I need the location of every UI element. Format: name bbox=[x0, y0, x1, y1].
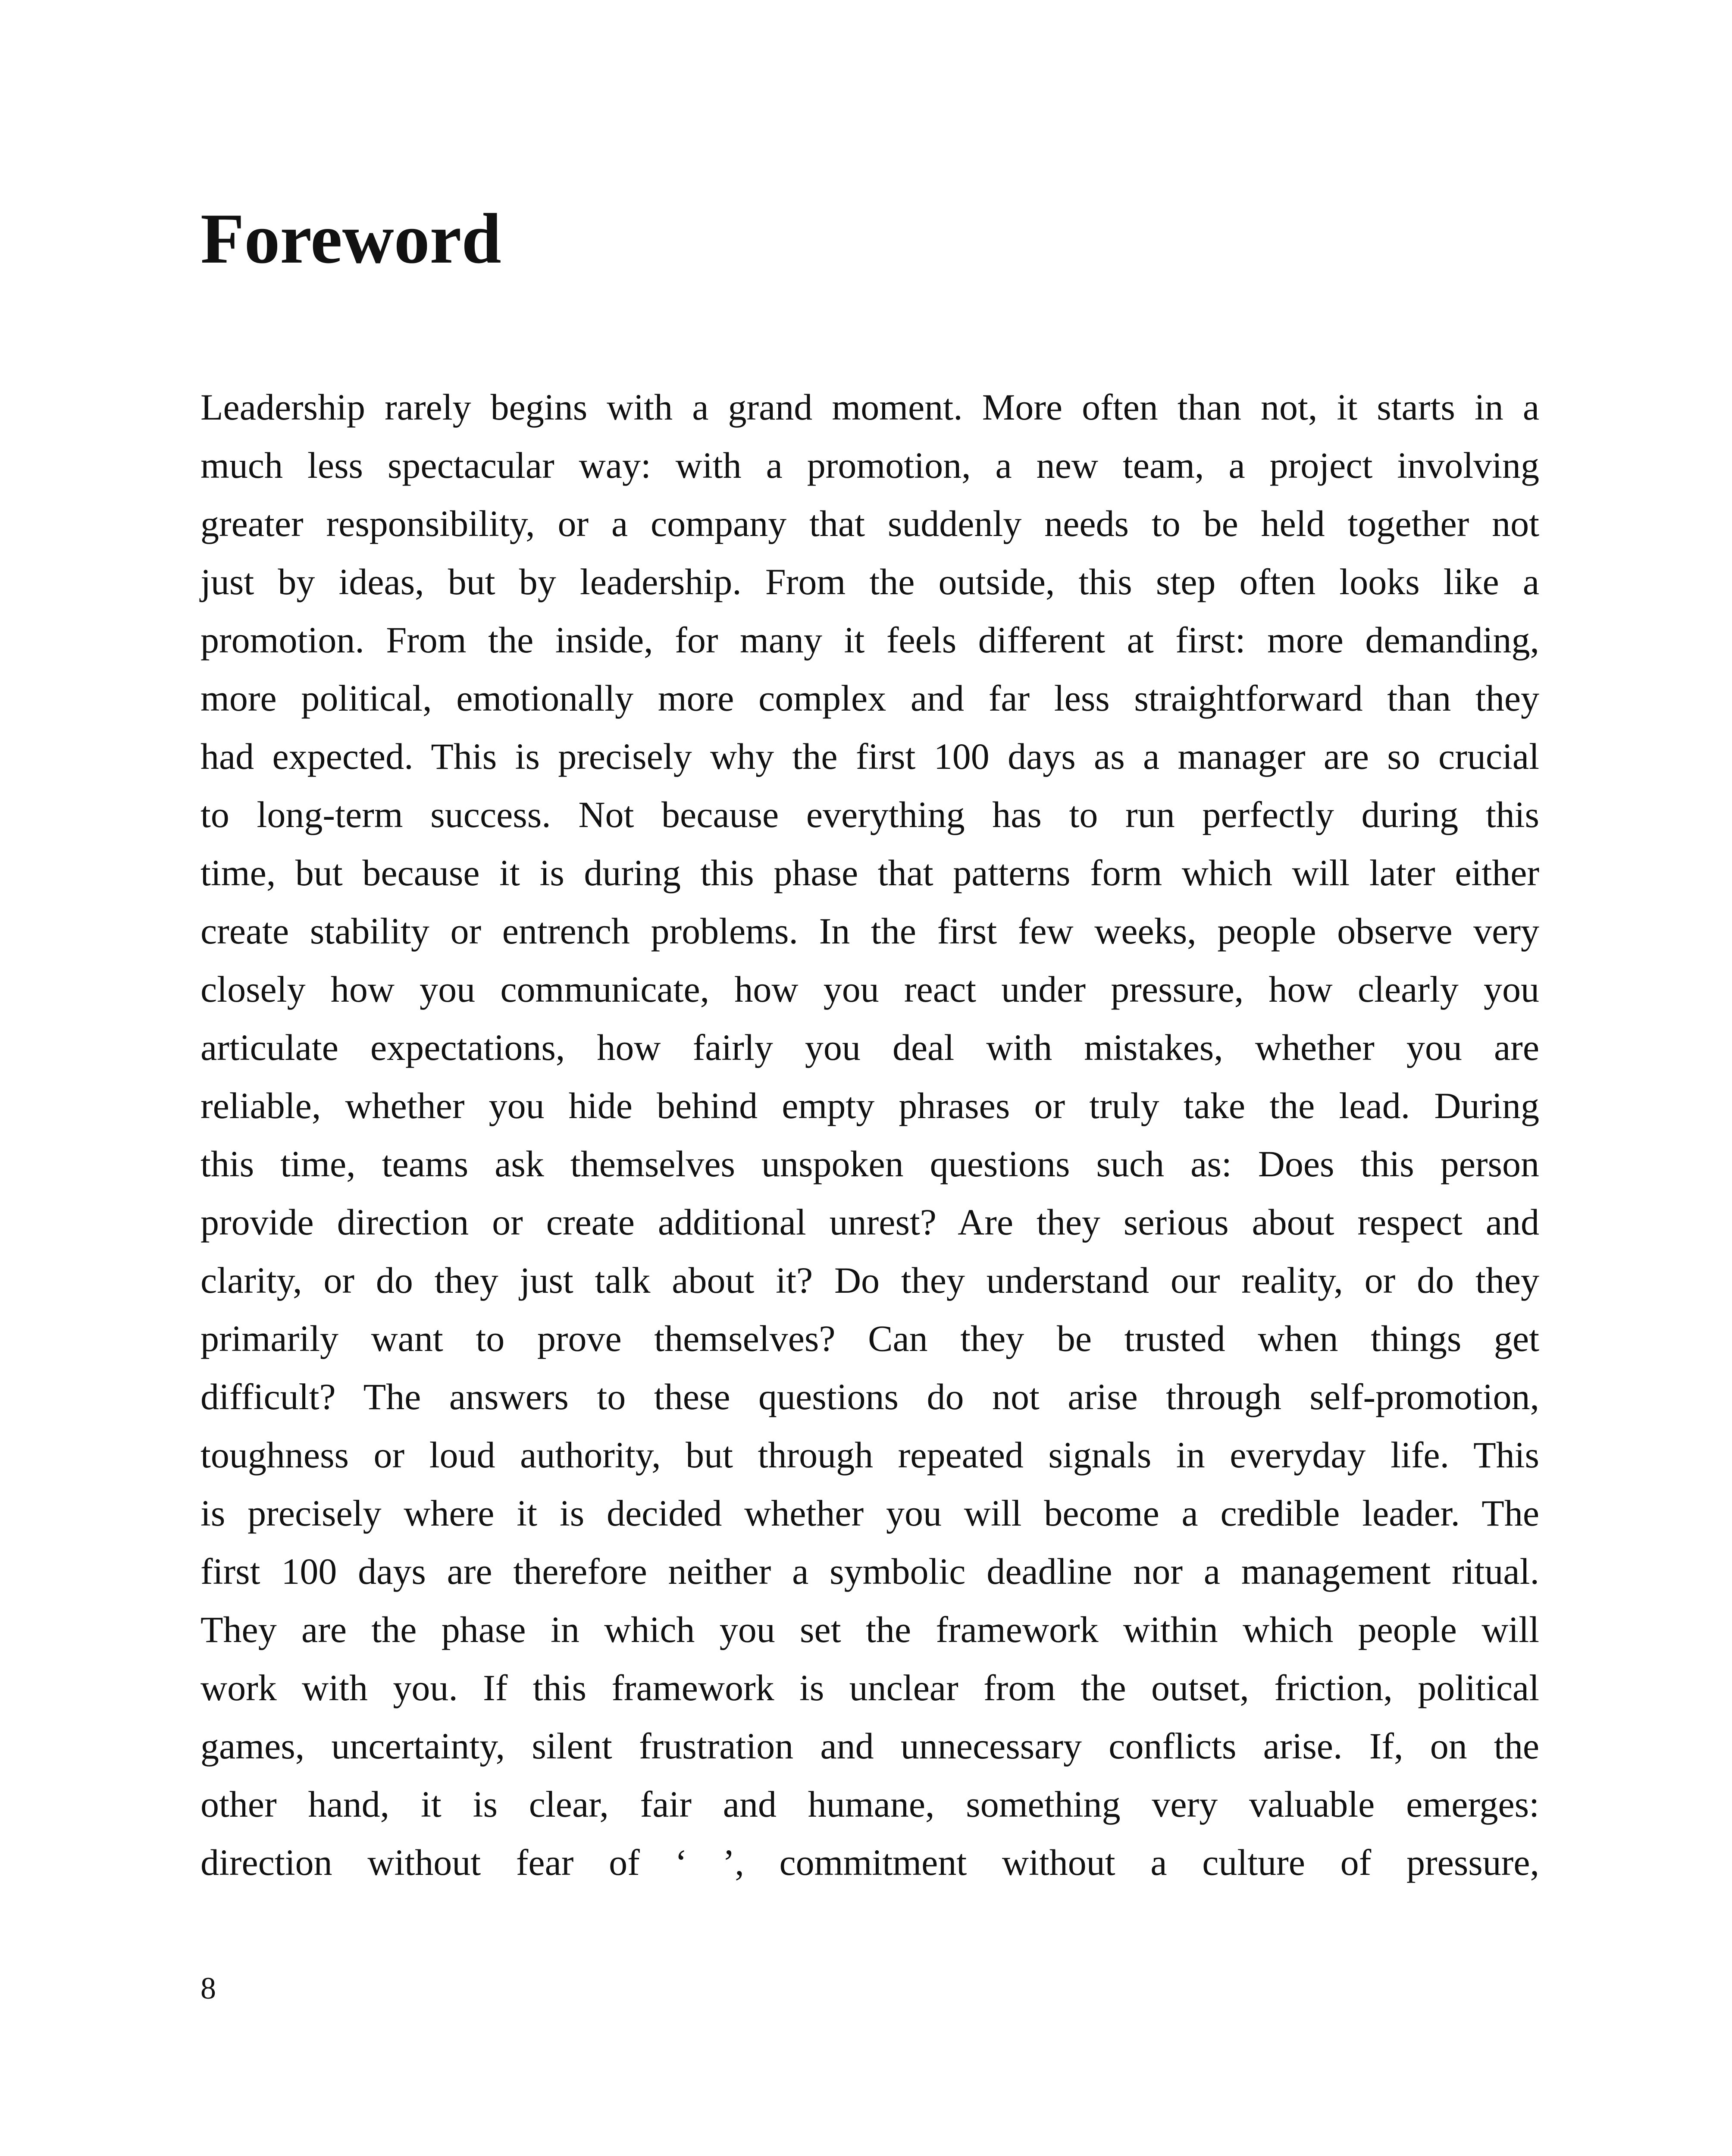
text-line: clarity, or do they just talk about it? Do they understand our reality, or do they bbox=[200, 1260, 1539, 1301]
text-line: other hand, it is clear, fair and humane, something very valuable emerges: bbox=[200, 1783, 1539, 1825]
text-line: closely how you communicate, how you react under pressure, how clearly you bbox=[200, 968, 1539, 1010]
text-line: greater responsibility, or a company that suddenly needs to be held together not bbox=[200, 503, 1539, 544]
text-line: work with you. If this framework is unclear from the outset, friction, political bbox=[200, 1667, 1539, 1708]
text-line: is precisely where it is decided whether you will become a credible leader. The bbox=[200, 1492, 1539, 1534]
text-line: promotion. From the inside, for many it feels different at first: more demanding, bbox=[200, 619, 1539, 661]
text-line: this time, teams ask themselves unspoken questions such as: Does this person bbox=[200, 1143, 1539, 1185]
text-line: time, but because it is during this phase that patterns form which will later either bbox=[200, 852, 1539, 893]
text-line: more political, emotionally more complex and far less straightforward than they bbox=[200, 677, 1539, 719]
foreword-body-text bbox=[200, 378, 1539, 1892]
chapter-heading: Foreword bbox=[200, 199, 501, 278]
page-number: 8 bbox=[200, 1971, 216, 2006]
text-line: direction without fear of ‘ ’, commitment without a culture of pressure, bbox=[200, 1842, 1539, 1883]
text-line: first 100 days are therefore neither a symbolic deadline nor a management ritual. bbox=[200, 1551, 1539, 1592]
text-line: Leadership rarely begins with a grand moment. More often than not, it starts in a bbox=[200, 386, 1539, 428]
text-line: games, uncertainty, silent frustration and unnecessary conflicts arise. If, on the bbox=[200, 1725, 1539, 1767]
text-line: create stability or entrench problems. In the first few weeks, people observe very bbox=[200, 910, 1539, 952]
text-line: to long-term success. Not because everything has to run perfectly during this bbox=[200, 794, 1539, 835]
text-line: much less spectacular way: with a promotion, a new team, a project involving bbox=[200, 445, 1539, 486]
text-line: They are the phase in which you set the framework within which people will bbox=[200, 1609, 1539, 1650]
text-line: reliable, whether you hide behind empty phrases or truly take the lead. During bbox=[200, 1085, 1539, 1126]
text-line: provide direction or create additional unrest? Are they serious about respect and bbox=[200, 1201, 1539, 1243]
text-line: difficult? The answers to these questions do not arise through self-promotion, bbox=[200, 1376, 1539, 1417]
text-line: toughness or loud authority, but through repeated signals in everyday life. This bbox=[200, 1434, 1539, 1476]
text-line: primarily want to prove themselves? Can they be trusted when things get bbox=[200, 1318, 1539, 1359]
text-line: just by ideas, but by leadership. From the outside, this step often looks like a bbox=[200, 561, 1539, 602]
text-line: had expected. This is precisely why the first 100 days as a manager are so crucial bbox=[200, 736, 1539, 777]
text-line: articulate expectations, how fairly you deal with mistakes, whether you are bbox=[200, 1027, 1539, 1068]
